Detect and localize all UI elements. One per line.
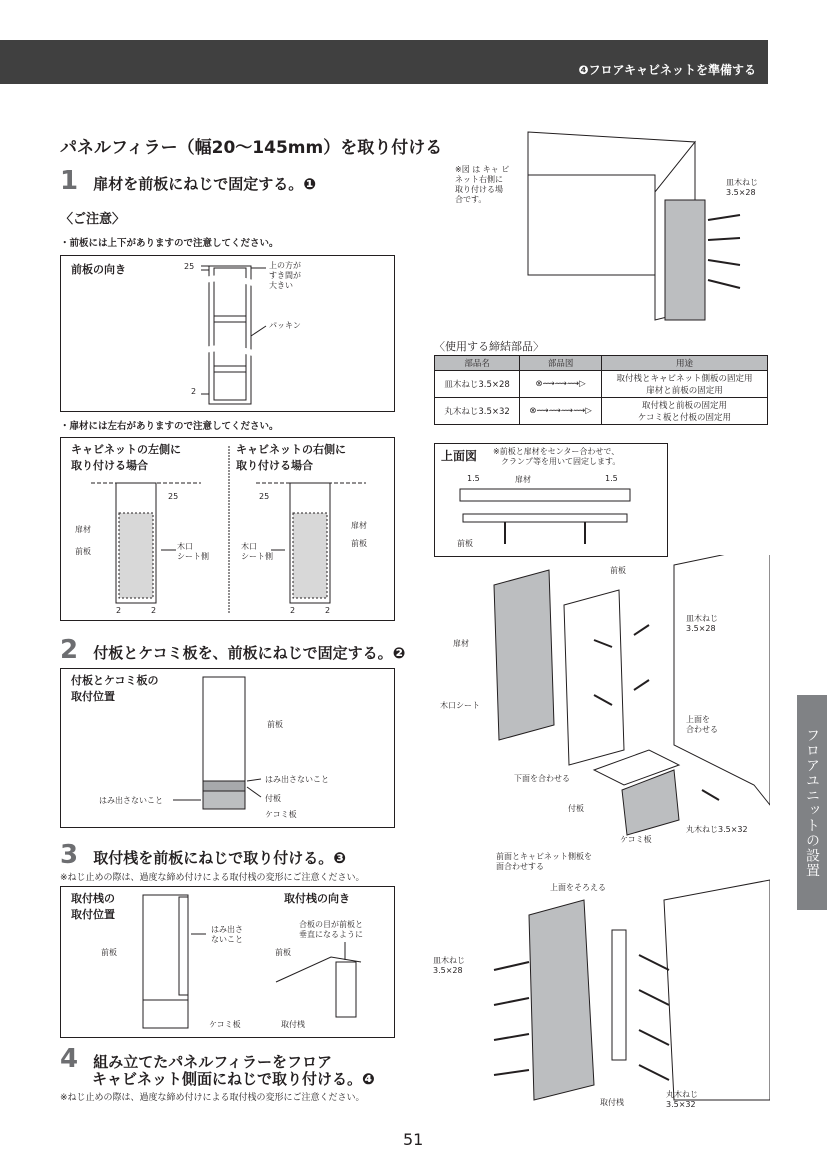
- step2: [60, 637, 405, 663]
- step4-note: ※ねじ止めの際は、過度な締め付けによる取付桟の変形にご注意ください。: [60, 1093, 365, 1103]
- fig-top-screw-label: 皿木ねじ 3.5×28: [726, 178, 758, 197]
- step2-label-tsukeita: 付板: [265, 794, 281, 803]
- step2-text: 付板とケコミ板を、前板にねじで固定する。❷: [93, 644, 406, 662]
- step4-text2: キャビネット側面にねじで取り付ける。❹: [92, 1070, 375, 1088]
- exploded-figure-mid: [434, 555, 770, 845]
- front-label-packing: パッキン: [269, 321, 301, 330]
- front-orientation-title: 前板の向き: [71, 263, 126, 276]
- step2-box: [60, 668, 395, 828]
- side-tab: フロアユニットの設置: [797, 695, 827, 910]
- topview-title: 上面図: [441, 449, 478, 463]
- right-label-edge: 木口 シート側: [241, 542, 273, 561]
- mid-label-door: 扉材: [453, 639, 469, 648]
- step3-label-grain: 合板の目が前板と 垂直になるように: [299, 920, 363, 939]
- mid-label-front: 前板: [610, 566, 626, 575]
- step3-text: 取付桟を前板にねじで取り付ける。❸: [93, 849, 346, 867]
- caution-note1: ・前板には上下がありますので注意してください。: [60, 238, 279, 249]
- step3: [60, 842, 346, 868]
- mid-label-kekomi: ケコミ板: [620, 835, 652, 844]
- parts-header-use: 用途: [601, 356, 767, 371]
- part-name: 皿木ねじ3.5×28: [435, 371, 520, 398]
- parts-header-figure: 部品図: [520, 356, 602, 371]
- step2-label-front: 前板: [267, 720, 283, 729]
- topview-dim-right: 1.5: [605, 474, 618, 483]
- step3-label-rail: 取付桟: [281, 1020, 305, 1029]
- part-name: 丸木ねじ3.5×32: [435, 398, 520, 425]
- mid-label-bottom: 下面を合わせる: [514, 774, 570, 783]
- door-side-drawing: [61, 438, 394, 620]
- front-label-upper: 上の方が すき間が 大きい: [269, 261, 301, 290]
- bottom-label-rail: 取付桟: [600, 1098, 624, 1107]
- mid-label-top: 上面を 合わせる: [686, 715, 718, 734]
- caution-heading: 〈ご注意〉: [60, 212, 126, 227]
- step3-box-title: 取付桟の 取付位置: [71, 892, 115, 921]
- header-bar: [0, 40, 768, 84]
- step3-label-hami: はみ出さ ないこと: [211, 925, 243, 944]
- front-dim-bottom: 2: [191, 387, 197, 396]
- right-dim2b: 2: [325, 606, 331, 615]
- section-title: パネルフィラー（幅20〜145mm）を取り付ける: [60, 138, 443, 158]
- caution-note2: ・扉材には左右がありますので注意してください。: [60, 421, 279, 432]
- front-orientation-drawing: [61, 256, 394, 411]
- step3-drawing: [61, 887, 394, 1037]
- fig-top-note: ※図 は キャ ビ ネット右側に 取り付ける場 合です。: [455, 165, 510, 204]
- step2-box-title: 付板とケコミ板の 取付位置: [71, 674, 159, 703]
- right-case-title: キャビネットの右側に 取り付ける場合: [236, 443, 346, 472]
- left-label-edge: 木口 シート側: [177, 542, 209, 561]
- bottom-label-top: 上面をそろえる: [550, 883, 606, 892]
- step3-number: 3: [60, 840, 79, 870]
- step3-label-kekomi: ケコミ板: [209, 1020, 241, 1029]
- mid-label-tsuke: 付板: [568, 804, 584, 813]
- table-row: [435, 371, 768, 398]
- left-dim25: 25: [168, 492, 179, 501]
- left-label-front: 前板: [75, 547, 91, 556]
- step3-label-front: 前板: [101, 948, 117, 957]
- left-dim2b: 2: [151, 606, 157, 615]
- step2-label-kekomi: ケコミ板: [265, 810, 297, 819]
- step2-label-nohami-left: はみ出さないこと: [99, 796, 163, 805]
- bottom-note: 前面とキャビネット側板を 面合わせする: [496, 852, 592, 871]
- topview-box: [434, 443, 668, 557]
- mid-label-edge: 木口シート: [440, 701, 480, 710]
- parts-heading: 〈使用する締結部品〉: [434, 340, 544, 353]
- part-use: 取付桟とキャビネット側板の固定用 扉材と前板の固定用: [601, 371, 767, 398]
- part-use: 取付桟と前板の固定用 ケコミ板と付板の固定用: [601, 398, 767, 425]
- step1-text: 扉材を前板にねじで固定する。❶: [93, 175, 316, 193]
- topview-label-door: 扉材: [515, 475, 531, 484]
- bottom-label-round: 丸木ねじ 3.5×32: [666, 1090, 698, 1109]
- step4-number: 4: [60, 1044, 79, 1074]
- right-dim2a: 2: [290, 606, 296, 615]
- topview-dim-left: 1.5: [467, 474, 480, 483]
- front-dim-top: 25: [184, 262, 195, 271]
- left-label-door: 扉材: [75, 525, 91, 534]
- step3-box: [60, 886, 395, 1038]
- step2-number: 2: [60, 635, 79, 665]
- parts-table: [434, 355, 768, 425]
- step3-label-front2: 前板: [275, 948, 291, 957]
- mid-label-round: 丸木ねじ3.5×32: [686, 825, 748, 834]
- front-orientation-box: [60, 255, 395, 412]
- door-side-box: [60, 437, 395, 621]
- right-label-door: 扉材: [351, 521, 367, 530]
- mid-label-screw: 皿木ねじ 3.5×28: [686, 614, 718, 633]
- exploded-figure-bottom: [434, 870, 770, 1110]
- right-label-front: 前板: [351, 539, 367, 548]
- parts-header-name: 部品名: [435, 356, 520, 371]
- step1-number: 1: [60, 166, 79, 196]
- cabinet-figure-top: [440, 130, 770, 330]
- right-dim25: 25: [259, 492, 270, 501]
- topview-note: ※前板と扉材をセンター合わせで、 クランプ等を用いて固定します。: [493, 447, 621, 466]
- flat-screw-icon: ⊗⟿⟿⟿▷: [520, 371, 602, 398]
- table-row: [435, 398, 768, 425]
- left-dim2a: 2: [116, 606, 122, 615]
- step2-label-nohami: はみ出さないこと: [265, 775, 329, 784]
- page-number: 51: [403, 1130, 424, 1149]
- left-case-title: キャビネットの左側に 取り付ける場合: [71, 443, 181, 472]
- header-title: ❹フロアキャビネットを準備する: [578, 63, 756, 77]
- topview-label-front: 前板: [457, 539, 473, 548]
- step4-text1: 組み立てたパネルフィラーをフロア: [93, 1053, 332, 1071]
- bottom-label-screw: 皿木ねじ 3.5×28: [433, 956, 465, 975]
- step3-box-title-right: 取付桟の向き: [284, 892, 350, 905]
- round-screw-icon: ⊗⟿⟿⟿⟿▷: [520, 398, 602, 425]
- step1: [60, 168, 316, 194]
- step3-note: ※ねじ止めの際は、過度な締め付けによる取付桟の変形にご注意ください。: [60, 873, 365, 883]
